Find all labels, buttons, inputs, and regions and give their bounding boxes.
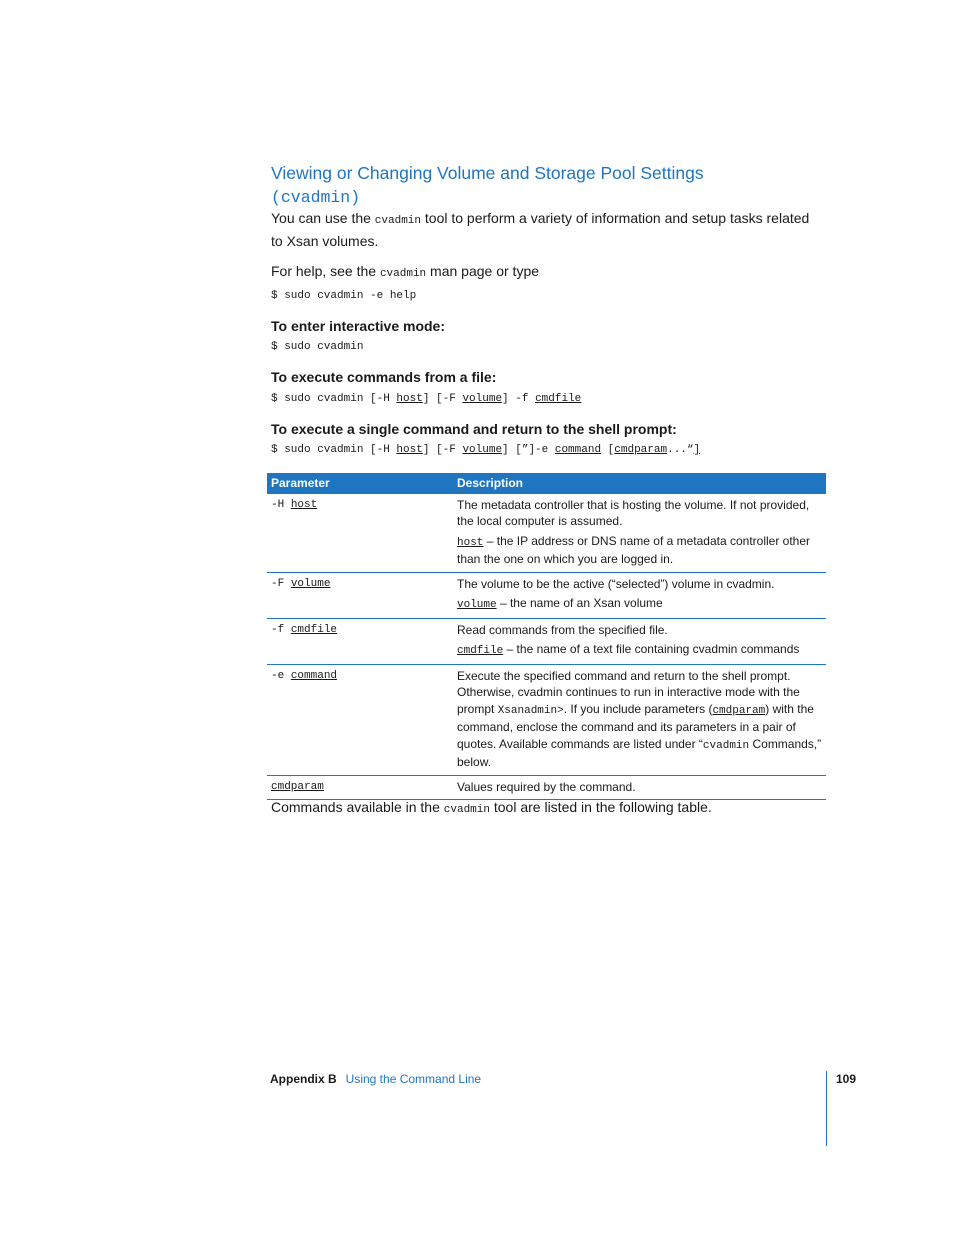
- column-header: Description: [453, 473, 826, 494]
- help-paragraph: For help, see the cvadmin man page or type: [271, 263, 540, 280]
- file-heading: To execute commands from a file:: [271, 369, 497, 385]
- description-cell: The metadata controller that is hosting the volume. If not provided, the local computer is assumed. host – the IP address or DNS name of a metadata controller other than the one on which you are logged in.: [453, 494, 826, 573]
- table-row: [267, 494, 826, 573]
- file-command: $ sudo cvadmin [-H host] [-F volume] -f cmdfile: [271, 393, 582, 405]
- page-footer: [270, 1072, 481, 1086]
- table-row: [267, 618, 826, 664]
- param-cell: cmdparam: [267, 775, 453, 800]
- heading-text: Viewing or Changing Volume and Storage Pool Settings: [271, 163, 704, 183]
- heading-code: (cvadmin): [271, 188, 361, 207]
- inline-code: cvadmin: [443, 804, 490, 816]
- param-cell: -H host: [267, 494, 453, 573]
- param-cell: -f cmdfile: [267, 618, 453, 664]
- single-command: $ sudo cvadmin [-H host] [-F volume] [”]-e command [cmdparam...“]: [271, 444, 701, 456]
- page-number: 109: [836, 1072, 857, 1086]
- single-heading: To execute a single command and return to the shell prompt:: [271, 421, 677, 437]
- parameter-table: [267, 473, 826, 800]
- inline-code: cvadmin: [379, 268, 427, 280]
- inline-code: cvadmin: [374, 215, 422, 227]
- interactive-command: $ sudo cvadmin: [271, 341, 364, 353]
- description-cell: Execute the specified command and return to the shell prompt. Otherwise, cvadmin continues to run in interactive mode with the prompt Xsanadmin>. If you include parameters (cmdparam) with the command, enclose the command and its parameters in a pair of quotes. Available commands are listed under “cvadmin Commands,” below.: [453, 664, 826, 775]
- help-command: $ sudo cvadmin -e help: [271, 290, 417, 302]
- param-cell: -e command: [267, 664, 453, 775]
- footer-appendix: Appendix B: [270, 1072, 337, 1086]
- table-header: [267, 473, 826, 494]
- table-row: [267, 775, 826, 800]
- param-cell: -F volume: [267, 572, 453, 618]
- description-cell: Values required by the command.: [453, 775, 826, 800]
- closing-paragraph: Commands available in the cvadmin tool are listed in the following table.: [271, 799, 712, 816]
- footer-chapter-link[interactable]: Using the Command Line: [345, 1072, 482, 1086]
- table-row: [267, 572, 826, 618]
- description-cell: The volume to be the active (“selected”) volume in cvadmin. volume – the name of an Xsan volume: [453, 572, 826, 618]
- interactive-heading: To enter interactive mode:: [271, 318, 446, 334]
- column-header: Parameter: [267, 473, 453, 494]
- section-heading: [271, 162, 831, 209]
- table-row: [267, 664, 826, 775]
- description-cell: Read commands from the specified file. cmdfile – the name of a text file containing cvadmin commands: [453, 618, 826, 664]
- footer-divider: [826, 1071, 827, 1146]
- intro-paragraph: You can use the cvadmin tool to perform a variety of information and setup tasks related to Xsan volumes.: [271, 210, 810, 249]
